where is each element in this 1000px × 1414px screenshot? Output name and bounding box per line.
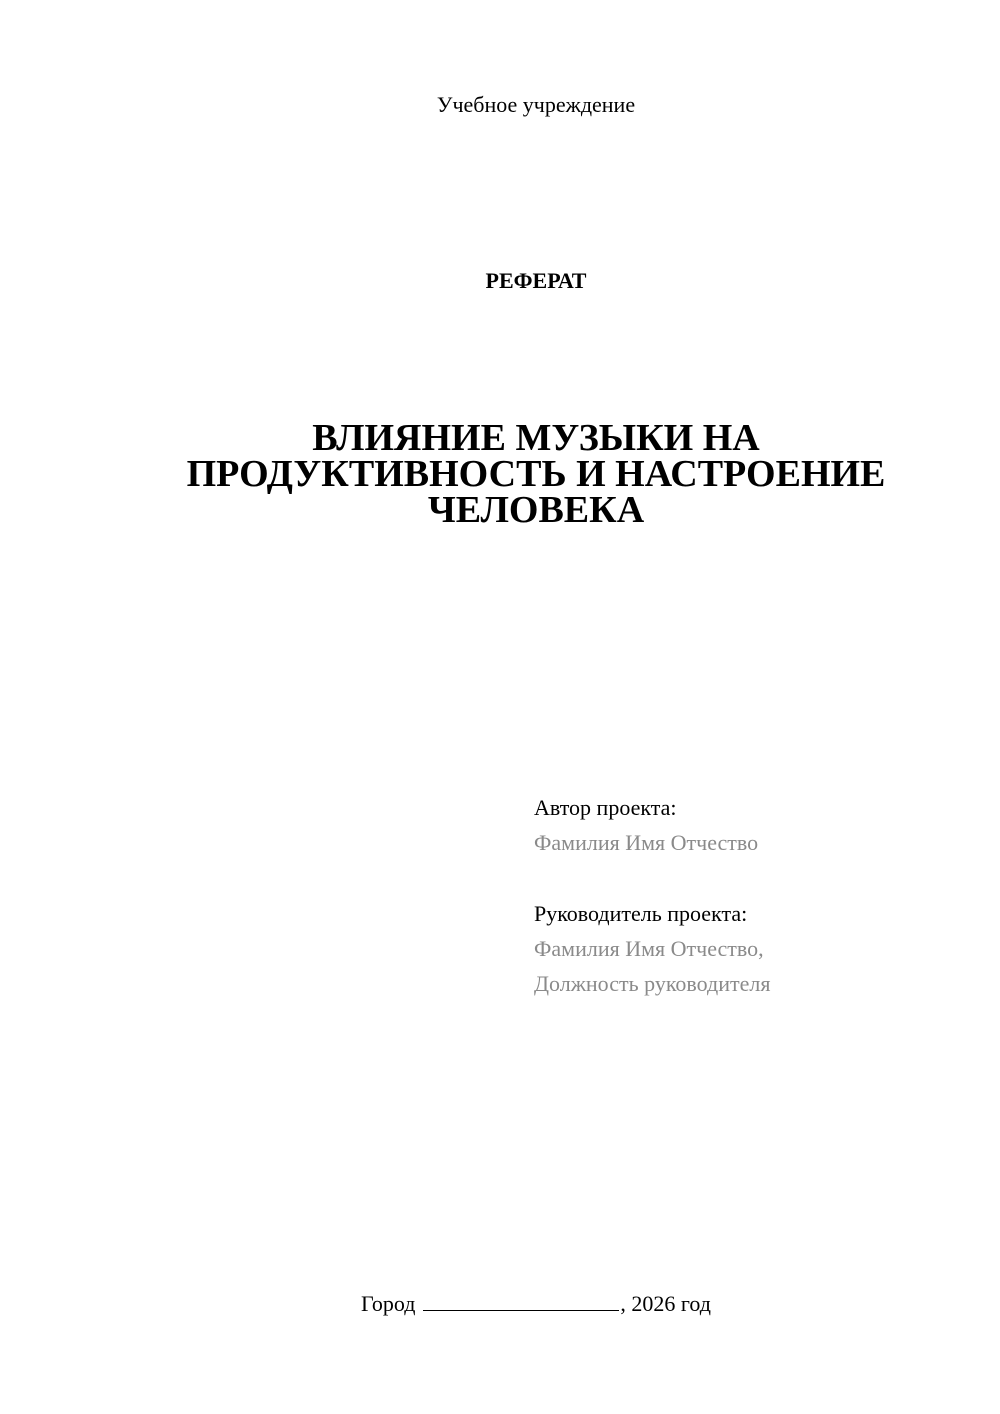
document-title-line: ВЛИЯНИЕ МУЗЫКИ НА	[312, 417, 760, 459]
year-text: , 2026 год	[620, 1291, 711, 1316]
supervisor-name: Фамилия Имя Отчество,	[534, 936, 764, 961]
city-year-line	[0, 1290, 1000, 1317]
supervisor-position: Должность руководителя	[534, 971, 771, 996]
author-name: Фамилия Имя Отчество	[534, 830, 759, 855]
project-info	[534, 790, 974, 1001]
document-title-line: ПРОДУКТИВНОСТЬ И НАСТРОЕНИЕ	[186, 453, 886, 495]
info-spacer	[534, 860, 974, 896]
institution-name: Учебное учреждение	[436, 92, 636, 117]
city-blank-line	[423, 1290, 619, 1311]
city-label: Город	[361, 1291, 416, 1316]
supervisor-label: Руководитель проекта:	[534, 901, 748, 926]
document-type: РЕФЕРАТ	[485, 268, 587, 293]
document-title-line: ЧЕЛОВЕКА	[427, 489, 645, 531]
document-title	[0, 417, 1000, 531]
author-label: Автор проекта:	[534, 795, 677, 820]
